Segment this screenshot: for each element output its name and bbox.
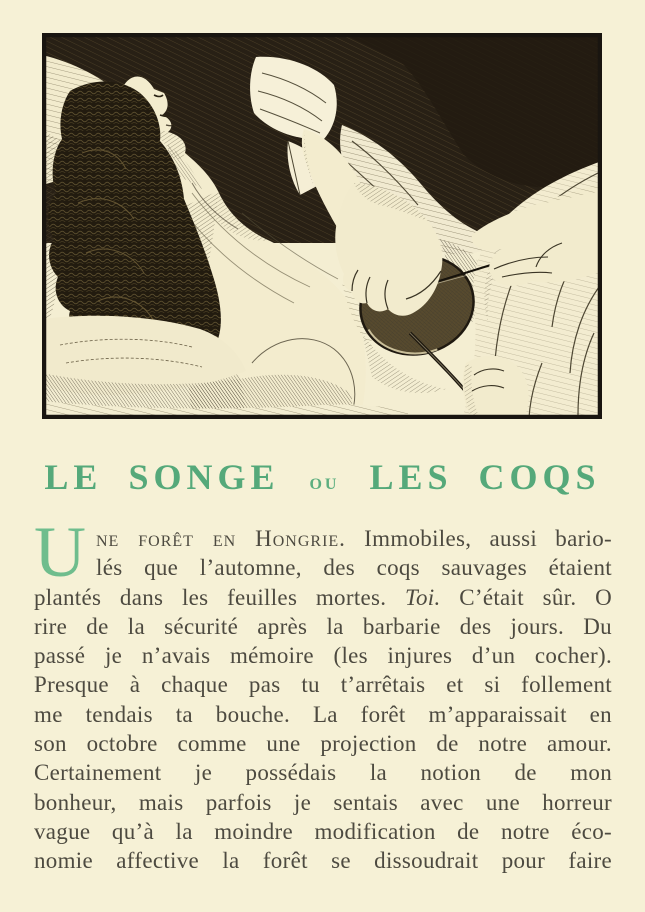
text-line: son octobre comme une projection de notre amour. [34,731,612,757]
text-line: lés que l’automne, des coqs sauvages étaient [96,555,612,581]
opening-smallcaps: ne forêt en Hongrie. [96,526,346,551]
text-line [34,583,612,612]
title-connector: ou [309,469,340,494]
engraving-svg [42,33,602,419]
text-run: C’était sûr. O [459,584,612,610]
text-line: vague qu’à la moindre modification de notre éco- [34,818,612,844]
text-run: Immobiles, aussi bario- [364,526,612,551]
text-line: bonheur, mais parfois je sentais avec une horreur [34,789,612,815]
text-line: Presque à chaque pas tu t’arrêtais et si follement [34,672,612,698]
text-run: plantés dans les feuilles mortes. [34,584,387,610]
italic-run: Toi. [405,584,441,610]
title-part-1: LE SONGE [44,457,280,497]
text-line: passé je n’avais mémoire (les injures d’un cocher). [34,643,612,669]
engraving-illustration [42,33,602,419]
title-part-2: LES COQS [369,457,601,497]
text-line: me tendais ta bouche. La forêt m’apparaissait en [34,701,612,727]
chapter-paragraph [34,512,612,876]
text-line: Certainement je possédais la notion de mon [34,760,612,786]
text-line: rire de la sécurité après la barbarie des jours. Du [34,613,612,639]
dropcap-initial: U [34,512,86,592]
text-line [34,524,612,553]
text-line: nomie affective la forêt se dissoudrait pour faire [34,848,612,874]
chapter-title [0,456,645,498]
